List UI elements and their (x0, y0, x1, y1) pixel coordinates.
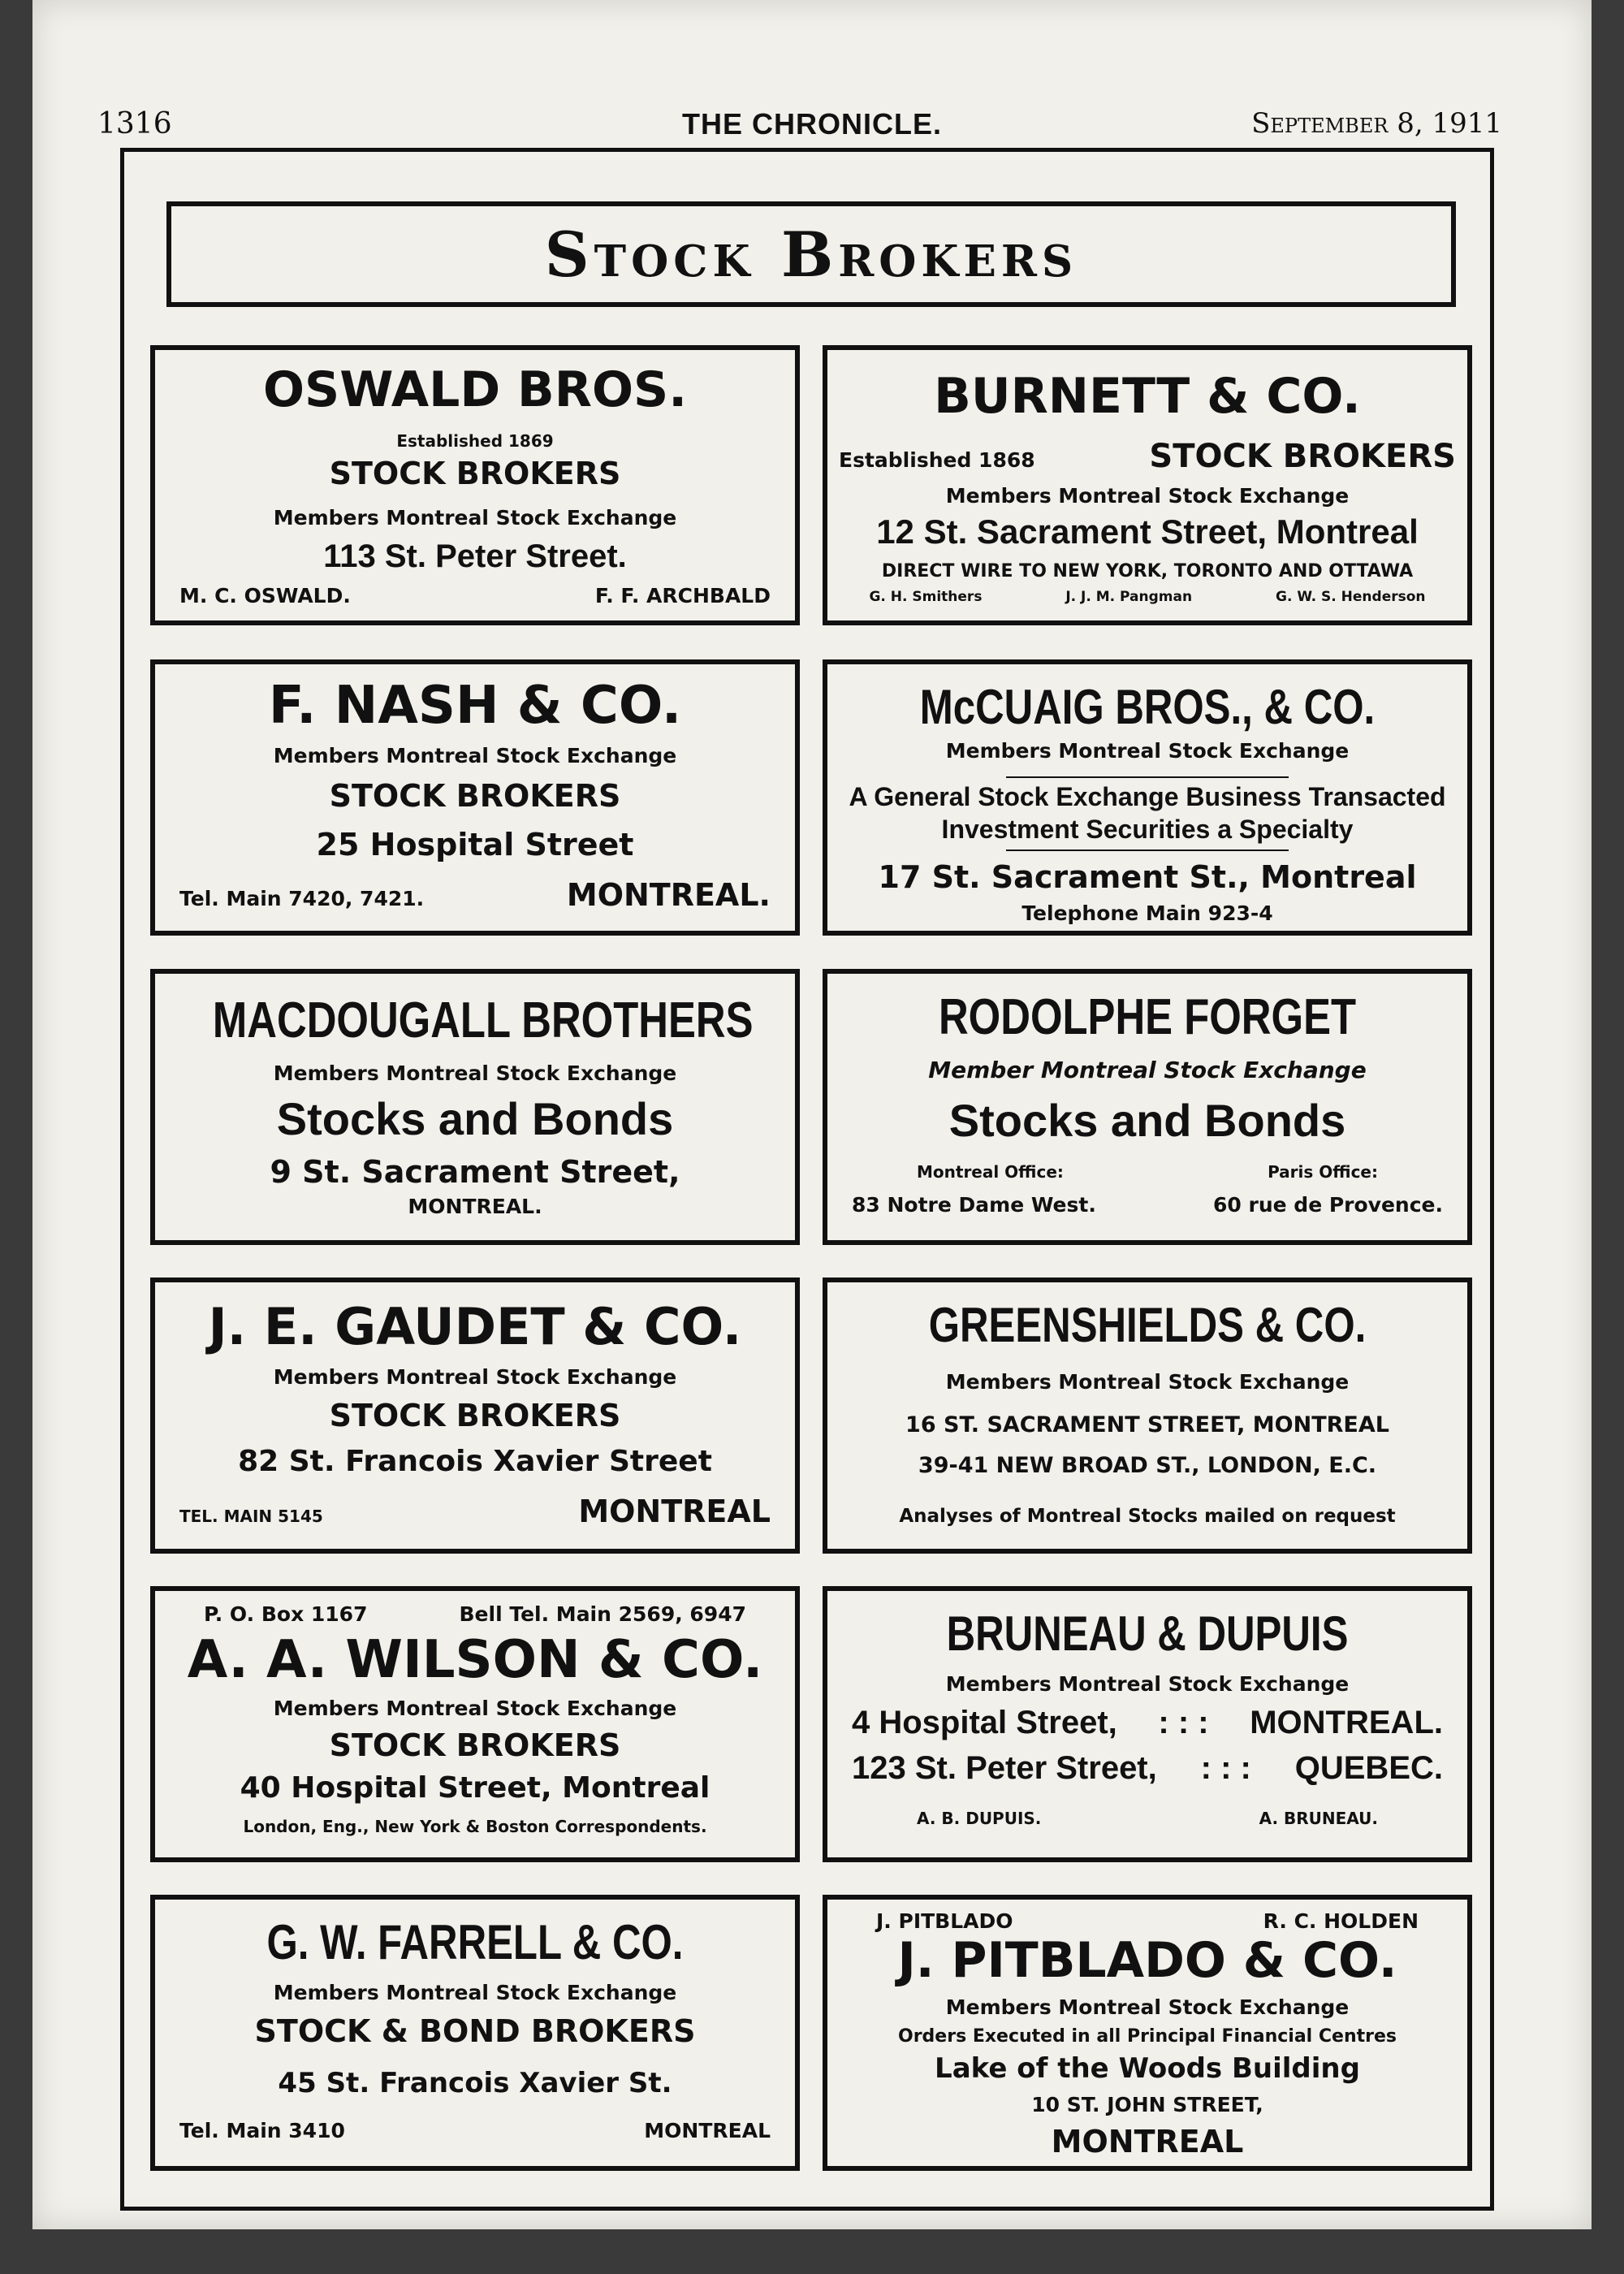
membership: Members Montreal Stock Exchange (273, 1365, 677, 1389)
business: STOCK BROKERS (329, 1398, 621, 1433)
firm-name: GREENSHIELDS & CO. (928, 1298, 1367, 1352)
city: MONTREAL (578, 1494, 771, 1529)
ad-rodolphe-forget (823, 969, 1472, 1245)
firm-name: MACDOUGALL BROTHERS (212, 992, 754, 1048)
ad-j-pitblado-co (823, 1895, 1472, 2171)
ad-je-gaudet-co (150, 1278, 800, 1554)
firm-name: G. W. FARRELL & CO. (266, 1915, 684, 1969)
city-2: QUEBEC. (1294, 1750, 1443, 1786)
office-right-label: Paris Office: (1268, 1162, 1378, 1182)
telephone: Tel. Main 7420, 7421. (179, 887, 425, 910)
separator: : : : (1158, 1705, 1209, 1740)
partner-3: G. W. S. Henderson (1275, 589, 1426, 605)
ad-mccuaig-bros (823, 659, 1472, 936)
office-addresses (827, 1193, 1467, 1217)
membership: Members Montreal Stock Exchange (273, 1981, 677, 2004)
business: STOCK BROKERS (329, 1727, 621, 1763)
correspondents: London, Eng., New York & Boston Correspondents. (243, 1817, 707, 1836)
business: STOCK BROKERS (329, 778, 621, 814)
business: Stocks and Bonds (276, 1093, 674, 1144)
ad-f-nash-co (150, 659, 800, 936)
business: STOCK & BOND BROKERS (254, 2013, 696, 2049)
section-banner (166, 201, 1456, 307)
address: 40 Hospital Street, Montreal (240, 1771, 710, 1805)
membership: Members Montreal Stock Exchange (273, 744, 677, 767)
partner-left: A. B. DUPUIS. (917, 1809, 1042, 1828)
city: MONTREAL. (408, 1195, 542, 1218)
partner-right: A. BRUNEAU. (1259, 1809, 1378, 1828)
membership: Member Montreal Stock Exchange (928, 1057, 1367, 1083)
address: 17 St. Sacrament St., Montreal (878, 859, 1417, 895)
po-box: P. O. Box 1167 (204, 1602, 368, 1626)
membership: Members Montreal Stock Exchange (273, 1697, 677, 1720)
office-left-address: 83 Notre Dame West. (852, 1193, 1096, 1217)
partner-right: F. F. ARCHBALD (594, 584, 771, 607)
address: 45 St. Francois Xavier St. (278, 2067, 672, 2099)
partners (155, 584, 795, 607)
firm-name: BURNETT & CO. (934, 368, 1361, 425)
ad-gw-farrell-co (150, 1895, 800, 2171)
address: 82 St. Francois Xavier Street (238, 1445, 712, 1478)
city: MONTREAL. (566, 877, 771, 913)
address-row-2 (827, 1750, 1467, 1787)
issue-date: September 8, 1911 (1251, 107, 1502, 140)
firm-name: McCUAIG BROS., & CO. (919, 680, 1376, 734)
building: Lake of the Woods Building (935, 2052, 1360, 2085)
city: MONTREAL (1051, 2124, 1244, 2159)
firm-name: OSWALD BROS. (262, 361, 687, 418)
contact-row (155, 2119, 795, 2142)
ad-bruneau-dupuis (823, 1586, 1472, 1862)
established: Established 1868 (839, 448, 1035, 472)
address-1: 4 Hospital Street, (852, 1705, 1117, 1740)
partner-1: G. H. Smithers (869, 589, 983, 605)
address-1: 16 ST. SACRAMENT STREET, MONTREAL (905, 1412, 1389, 1437)
ad-greenshields-co (823, 1278, 1472, 1554)
address: 9 St. Sacrament Street, (270, 1154, 680, 1190)
established-row (827, 438, 1467, 475)
divider (1006, 850, 1289, 851)
membership: Members Montreal Stock Exchange (273, 1061, 677, 1085)
partners (827, 1909, 1467, 1933)
business-line-1: A General Stock Exchange Business Transacted (849, 782, 1446, 811)
publication-title: THE CHRONICLE. (682, 107, 942, 141)
divider (1006, 776, 1289, 778)
telephone: Bell Tel. Main 2569, 6947 (459, 1602, 746, 1626)
partner-left: J. PITBLADO (876, 1909, 1013, 1933)
address-2: 123 St. Peter Street, (852, 1750, 1157, 1786)
partner-right: R. C. HOLDEN (1263, 1909, 1419, 1933)
note: Analyses of Montreal Stocks mailed on request (899, 1506, 1396, 1527)
office-labels (827, 1162, 1467, 1182)
section-title: Stock Brokers (544, 218, 1078, 291)
ad-burnett-co (823, 345, 1472, 625)
telephone: TEL. MAIN 5145 (179, 1507, 323, 1526)
firm-name: RODOLPHE FORGET (938, 989, 1357, 1045)
address: 25 Hospital Street (316, 827, 634, 862)
office-left-label: Montreal Office: (917, 1162, 1064, 1182)
business: STOCK BROKERS (1149, 438, 1456, 475)
contact-top (155, 1602, 795, 1626)
partner-left: M. C. OSWALD. (179, 584, 351, 607)
partner-2: J. J. M. Pangman (1065, 589, 1193, 605)
telephone: Telephone Main 923-4 (1021, 901, 1273, 925)
membership: Members Montreal Stock Exchange (945, 1995, 1350, 2019)
ad-aa-wilson-co (150, 1586, 800, 1862)
address: 113 St. Peter Street. (323, 538, 627, 574)
established: Established 1869 (396, 431, 554, 451)
address: 10 ST. JOHN STREET, (1031, 2093, 1263, 2116)
business-line-2: Investment Securities a Specialty (941, 815, 1354, 844)
firm-name: J. PITBLADO & CO. (897, 1932, 1397, 1989)
firm-name: F. NASH & CO. (268, 676, 682, 736)
membership: Members Montreal Stock Exchange (945, 484, 1350, 508)
ad-oswald-bros (150, 345, 800, 625)
membership: Members Montreal Stock Exchange (273, 506, 677, 530)
business: Stocks and Bonds (948, 1095, 1346, 1146)
contact-row (155, 877, 795, 913)
city-1: MONTREAL. (1250, 1705, 1443, 1740)
business: STOCK BROKERS (329, 456, 621, 491)
ad-macdougall-brothers (150, 969, 800, 1245)
partners (827, 589, 1467, 605)
wire: DIRECT WIRE TO NEW YORK, TORONTO AND OTTAWA (881, 561, 1414, 581)
address: 12 St. Sacrament Street, Montreal (876, 512, 1419, 551)
membership: Members Montreal Stock Exchange (945, 1370, 1350, 1394)
orders: Orders Executed in all Principal Financial Centres (898, 2026, 1397, 2047)
firm-name: BRUNEAU & DUPUIS (946, 1606, 1349, 1661)
address-row-1 (827, 1705, 1467, 1741)
telephone: Tel. Main 3410 (179, 2119, 345, 2142)
contact-row (155, 1494, 795, 1529)
city: MONTREAL (644, 2119, 771, 2142)
firm-name: A. A. WILSON & CO. (187, 1630, 763, 1690)
separator: : : : (1200, 1750, 1251, 1786)
address-2: 39-41 NEW BROAD ST., LONDON, E.C. (918, 1453, 1377, 1478)
firm-name: J. E. GAUDET & CO. (208, 1297, 742, 1356)
membership: Members Montreal Stock Exchange (945, 1672, 1350, 1696)
membership: Members Montreal Stock Exchange (945, 739, 1350, 763)
partners (827, 1809, 1467, 1828)
office-right-address: 60 rue de Provence. (1213, 1193, 1443, 1217)
page-number: 1316 (97, 107, 172, 141)
